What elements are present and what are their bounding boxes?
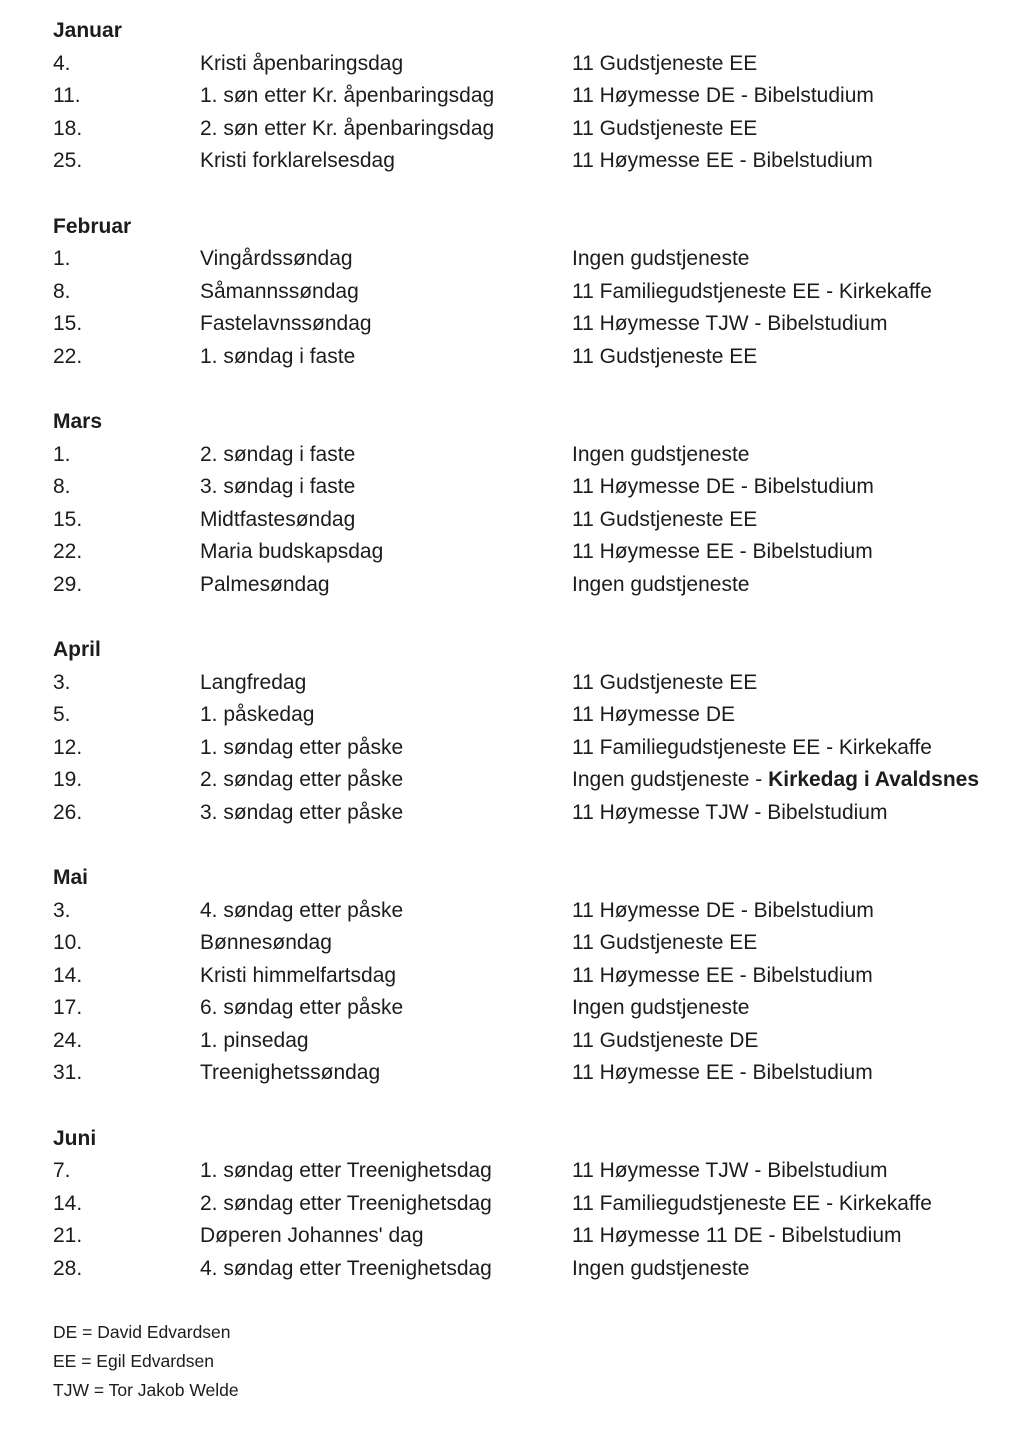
- month-heading: April: [53, 638, 101, 661]
- row-date: 19.: [53, 768, 83, 791]
- calendar-row: [53, 1253, 1024, 1286]
- row-day-name: 3. søndag i faste: [200, 475, 356, 498]
- calendar-row: [53, 960, 1024, 993]
- legend-entry-de: DE = David Edvardsen: [53, 1322, 231, 1342]
- service-text: 11 Høymesse EE - Bibelstudium: [572, 149, 873, 172]
- row-date: 22.: [53, 344, 83, 368]
- service-text: Ingen gudstjeneste -: [572, 768, 769, 791]
- calendar-row: [53, 341, 1024, 374]
- row-service: [572, 732, 1024, 765]
- service-text: 11 Gudstjeneste EE: [572, 670, 758, 694]
- row-day-name: Vingårdssøndag: [200, 247, 353, 270]
- row-date: 21.: [53, 1224, 83, 1247]
- row-day-name: Fastelavnssøndag: [200, 312, 372, 335]
- service-highlight: Kirkedag i Avaldsnes: [768, 768, 980, 791]
- row-day-name: 1. søndag etter påske: [200, 735, 404, 759]
- calendar-row: [53, 276, 1024, 309]
- calendar-row: [53, 1155, 1024, 1188]
- row-date: 14.: [53, 1191, 83, 1215]
- calendar-row: [53, 113, 1024, 146]
- service-text: 11 Gudstjeneste EE: [572, 507, 758, 531]
- row-date: 29.: [53, 572, 83, 596]
- row-day-name: 4. søndag etter Treenighetsdag: [200, 1256, 492, 1280]
- row-date: 24.: [53, 1028, 83, 1052]
- calendar-row: [53, 80, 1024, 113]
- row-service: [572, 308, 1024, 341]
- service-text: 11 Familiegudstjeneste EE - Kirkekaffe: [572, 1191, 932, 1215]
- row-service: [572, 243, 1024, 276]
- service-text: 11 Høymesse TJW - Bibelstudium: [572, 800, 888, 824]
- row-service: [572, 1220, 1024, 1253]
- calendar-row: [53, 1220, 1024, 1253]
- service-text: 11 Høymesse EE - Bibelstudium: [572, 540, 873, 563]
- row-day-name: 1. søn etter Kr. åpenbaringsdag: [200, 84, 495, 107]
- service-text: 11 Høymesse DE: [572, 703, 735, 726]
- row-day-name: 2. søndag etter påske: [200, 768, 404, 791]
- month-rows: [53, 243, 1024, 373]
- row-date: 1.: [53, 247, 71, 270]
- calendar-row: [53, 308, 1024, 341]
- service-text: 11 Høymesse DE - Bibelstudium: [572, 84, 874, 107]
- service-text: Ingen gudstjeneste: [572, 247, 750, 270]
- row-date: 5.: [53, 703, 71, 726]
- row-day-name: 6. søndag etter påske: [200, 996, 404, 1019]
- row-date: 8.: [53, 279, 71, 303]
- row-service: [572, 113, 1024, 146]
- row-service: [572, 1025, 1024, 1058]
- row-service: [572, 341, 1024, 374]
- row-day-name: 2. søndag etter Treenighetsdag: [200, 1191, 492, 1215]
- service-text: 11 Høymesse EE - Bibelstudium: [572, 1061, 873, 1084]
- legend-entry-ee: EE = Egil Edvardsen: [53, 1351, 214, 1371]
- row-date: 8.: [53, 475, 71, 498]
- row-service: [572, 536, 1024, 569]
- row-date: 26.: [53, 800, 83, 824]
- month-heading: Mai: [53, 866, 89, 889]
- row-date: 1.: [53, 442, 71, 466]
- legend-entry-tjw: TJW = Tor Jakob Welde: [53, 1380, 239, 1400]
- calendar-row: [53, 471, 1024, 504]
- month-section: [53, 15, 1024, 178]
- row-service: [572, 471, 1024, 504]
- row-service: [572, 145, 1024, 178]
- row-day-name: Langfredag: [200, 670, 307, 694]
- month-section: [53, 211, 1024, 374]
- month-heading: Januar: [53, 19, 122, 42]
- months-container: [53, 15, 1024, 1285]
- row-day-name: 4. søndag etter påske: [200, 898, 404, 922]
- service-text: 11 Høymesse DE - Bibelstudium: [572, 475, 874, 498]
- service-text: 11 Gudstjeneste DE: [572, 1028, 759, 1052]
- service-text: Ingen gudstjeneste: [572, 1256, 750, 1280]
- service-text: Ingen gudstjeneste: [572, 996, 750, 1019]
- row-date: 17.: [53, 996, 83, 1019]
- service-text: 11 Gudstjeneste EE: [572, 51, 758, 75]
- month-section: [53, 1123, 1024, 1286]
- row-day-name: Midtfastesøndag: [200, 507, 356, 531]
- row-service: [572, 504, 1024, 537]
- calendar-row: [53, 48, 1024, 81]
- row-service: [572, 797, 1024, 830]
- row-day-name: 1. søndag i faste: [200, 344, 356, 368]
- row-day-name: 1. søndag etter Treenighetsdag: [200, 1159, 492, 1182]
- calendar-row: [53, 764, 1024, 797]
- month-rows: [53, 48, 1024, 178]
- calendar-row: [53, 243, 1024, 276]
- initials-legend: [53, 1318, 1024, 1405]
- service-text: 11 Familiegudstjeneste EE - Kirkekaffe: [572, 279, 932, 303]
- row-day-name: Såmannssøndag: [200, 279, 359, 303]
- row-date: 11.: [53, 84, 81, 107]
- calendar-row: [53, 1025, 1024, 1058]
- row-date: 15.: [53, 507, 83, 531]
- service-text: 11 Høymesse 11 DE - Bibelstudium: [572, 1224, 902, 1247]
- row-service: [572, 48, 1024, 81]
- month-rows: [53, 439, 1024, 602]
- calendar-row: [53, 439, 1024, 472]
- calendar-row: [53, 927, 1024, 960]
- month-heading: Februar: [53, 214, 132, 238]
- row-service: [572, 960, 1024, 993]
- row-day-name: Palmesøndag: [200, 572, 330, 596]
- month-section: [53, 634, 1024, 829]
- calendar-row: [53, 536, 1024, 569]
- calendar-row: [53, 699, 1024, 732]
- row-day-name: Maria budskapsdag: [200, 540, 384, 563]
- row-service: [572, 1057, 1024, 1090]
- service-text: 11 Familiegudstjeneste EE - Kirkekaffe: [572, 735, 932, 759]
- calendar-row: [53, 667, 1024, 700]
- row-date: 15.: [53, 312, 83, 335]
- row-day-name: 2. søn etter Kr. åpenbaringsdag: [200, 116, 495, 140]
- row-service: [572, 1253, 1024, 1286]
- calendar-row: [53, 895, 1024, 928]
- calendar-row: [53, 1057, 1024, 1090]
- calendar-row: [53, 992, 1024, 1025]
- row-day-name: Kristi himmelfartsdag: [200, 963, 397, 987]
- row-service: [572, 667, 1024, 700]
- row-day-name: 1. pinsedag: [200, 1028, 309, 1052]
- row-service: [572, 764, 1024, 797]
- row-service: [572, 569, 1024, 602]
- row-service: [572, 895, 1024, 928]
- month-heading: Mars: [53, 410, 103, 433]
- row-day-name: Kristi forklarelsesdag: [200, 149, 395, 172]
- row-service: [572, 439, 1024, 472]
- row-service: [572, 927, 1024, 960]
- row-date: 28.: [53, 1256, 83, 1280]
- row-day-name: 1. påskedag: [200, 703, 315, 726]
- row-service: [572, 276, 1024, 309]
- row-date: 3.: [53, 898, 71, 922]
- month-heading: Juni: [53, 1126, 97, 1150]
- row-service: [572, 1188, 1024, 1221]
- row-date: 3.: [53, 670, 71, 694]
- calendar-row: [53, 145, 1024, 178]
- row-date: 7.: [53, 1159, 71, 1182]
- month-section: [53, 406, 1024, 601]
- month-rows: [53, 895, 1024, 1090]
- service-text: 11 Høymesse TJW - Bibelstudium: [572, 312, 888, 335]
- row-day-name: Treenighetssøndag: [200, 1061, 381, 1084]
- row-day-name: 2. søndag i faste: [200, 442, 356, 466]
- row-date: 14.: [53, 963, 83, 987]
- service-text: 11 Høymesse DE - Bibelstudium: [572, 898, 874, 922]
- row-day-name: 3. søndag etter påske: [200, 800, 404, 824]
- month-rows: [53, 1155, 1024, 1285]
- service-text: 11 Høymesse TJW - Bibelstudium: [572, 1159, 888, 1182]
- row-date: 12.: [53, 735, 83, 759]
- row-day-name: Bønnesøndag: [200, 931, 332, 954]
- service-text: Ingen gudstjeneste: [572, 442, 750, 466]
- service-text: 11 Gudstjeneste EE: [572, 116, 758, 140]
- row-date: 10.: [53, 931, 83, 954]
- service-text: 11 Gudstjeneste EE: [572, 931, 758, 954]
- calendar-row: [53, 569, 1024, 602]
- service-text: 11 Høymesse EE - Bibelstudium: [572, 963, 873, 987]
- service-text: 11 Gudstjeneste EE: [572, 344, 758, 368]
- row-date: 18.: [53, 116, 83, 140]
- month-section: [53, 862, 1024, 1090]
- row-service: [572, 992, 1024, 1025]
- row-service: [572, 699, 1024, 732]
- month-rows: [53, 667, 1024, 830]
- calendar-row: [53, 504, 1024, 537]
- row-day-name: Døperen Johannes' dag: [200, 1224, 424, 1247]
- service-text: Ingen gudstjeneste: [572, 572, 750, 596]
- calendar-row: [53, 732, 1024, 765]
- row-date: 22.: [53, 540, 83, 563]
- row-day-name: Kristi åpenbaringsdag: [200, 51, 404, 75]
- row-service: [572, 80, 1024, 113]
- calendar-row: [53, 1188, 1024, 1221]
- row-service: [572, 1155, 1024, 1188]
- calendar-row: [53, 797, 1024, 830]
- row-date: 25.: [53, 149, 83, 172]
- row-date: 4.: [53, 51, 71, 75]
- row-date: 31.: [53, 1061, 83, 1084]
